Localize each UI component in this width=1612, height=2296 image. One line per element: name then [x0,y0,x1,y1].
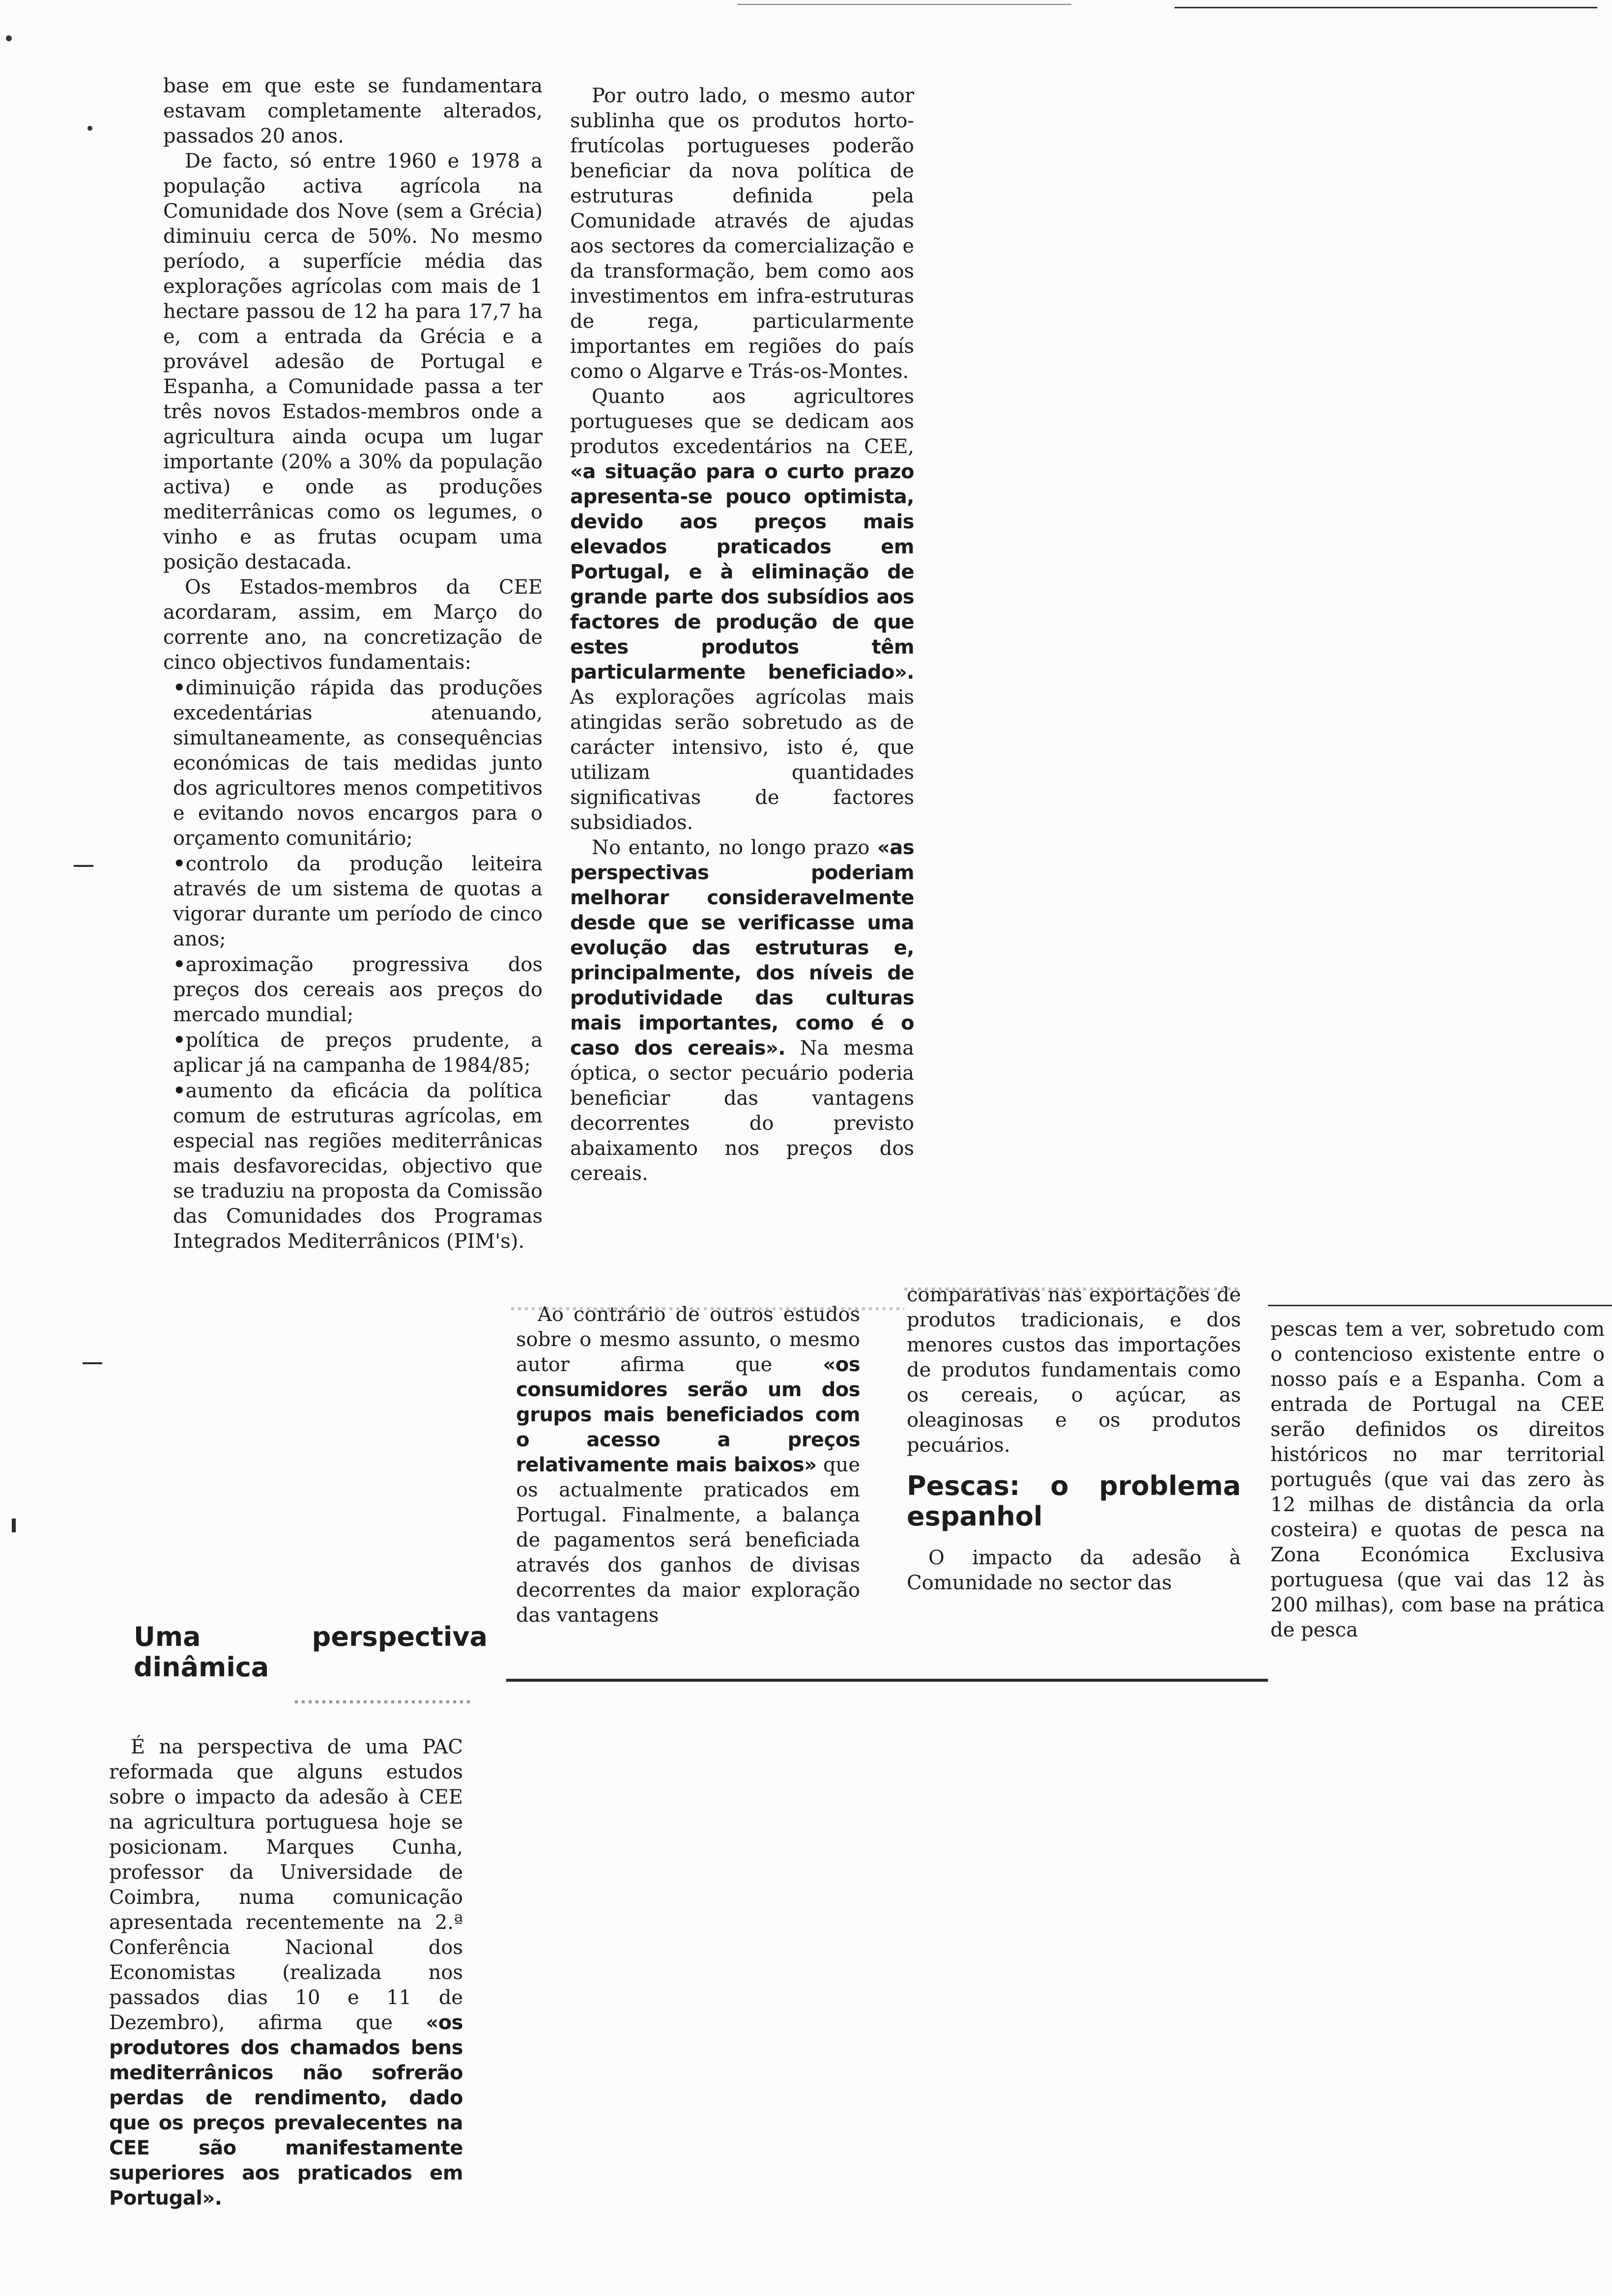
paragraph: De facto, só entre 1960 e 1978 a população activa agrícola na Comunidade dos Nove (sem a Grécia) diminuiu cerca de 50%. No mesmo período, a superfície média das explorações agrícolas com mais de 1 hectare passou de 12 ha para 17,7 ha e, com a entrada da Grécia e a provável adesão de Portugal e Espanha, a Comunidade passa a ter três novos Estados-membros onde a agricultura ainda ocupa um lugar importante (20% a 30% da população activa) e onde as produções mediterrânicas como os legumes, o vinho e as frutas ocupam uma posição destacada. [163,150,543,574]
objective-bullet: • aproximação progressiva dos preços dos cereais aos preços do mercado mundial; [163,952,543,1028]
paragraph-text: Na mesma óptica, o sector pecuário poderia beneficiar das vantagens decorrentes do previsto abaixamento nos preços dos cereais. [570,1037,914,1185]
paragraph: comparativas nas exportações de produtos tradicionais, e dos menores custos das importações de produtos fundamentais como os cereais, o açúcar, as oleaginosas e os produtos pecuários. [907,1284,1241,1457]
quote-bold: «a situação para o curto prazo apresenta-se pouco optimista, devido aos preços mais elevados praticados em Portugal, e à eliminação de grande parte dos subsídios aos factores de produção de que estes produtos têm particularmente beneficiado». [570,460,914,684]
scan-noise [511,1307,904,1310]
article-column-2b [516,1302,860,1628]
objective-bullet: • diminuição rápida das produções excedentárias atenuando, simultaneamente, as consequências económicas de tais medidas junto dos agricultores menos competitivos e evitando novos encargos para o orçamento comunitário; [163,675,543,851]
paragraph: base em que este se fundamentara estavam completamente alterados, passados 20 anos. [163,75,543,147]
scan-edge-line-top [1175,7,1597,8]
article-column-1 [163,74,543,1254]
objective-bullet: • política de preços prudente, a aplicar já na campanha de 1984/85; [163,1028,543,1078]
scan-noise [904,1288,1238,1291]
quote-bold: «as perspectivas poderiam melhorar consideravelmente desde que se verificasse uma evolução das estruturas e, principalmente, dos níveis de produtividade das culturas mais importantes, como é o caso dos cereais». [570,836,914,1060]
paragraph-text: Quanto aos agricultores portugueses que se dedicam aos produtos excedentários na CEE, [570,385,914,458]
article-column-4 [1270,1317,1605,1643]
paragraph: Os Estados-membros da CEE acordaram, assim, em Março do corrente ano, na concretização de cinco objectivos fundamentais: [163,576,543,674]
objective-bullet: • controlo da produção leiteira através de um sistema de quotas a vigorar durante um período de cinco anos; [163,851,543,952]
margin-tick [74,865,93,867]
subhead-uma-perspectiva-dinamica: Uma perspectiva dinâmica [134,1621,488,1683]
column-divider-line [506,1679,1268,1682]
paragraph: O impacto da adesão à Comunidade no sector das [907,1547,1241,1594]
paragraph-text: que os actualmente praticados em Portugal. Finalmente, a balança de pagamentos será beneficiada através dos ganhos de divisas decorrentes da maior exploração das vantagens [516,1454,860,1627]
section-subhead-container [134,1622,488,1683]
subhead-pescas-problema-espanhol: Pescas: o problema espanhol [907,1470,1241,1532]
paragraph: pescas tem a ver, sobretudo com o contencioso existente entre o nosso país e a Espanha. Com a entrada de Portugal na CEE serão definidos os direitos históricos no mar territorial português (que vai das zero às 12 milhas de distância da orla costeira) e quotas de pesca na Zona Económica Exclusiva portuguesa (que vai das 12 às 200 milhas), com base na prática de pesca [1270,1318,1605,1641]
quote-bold: «os consumidores serão um dos grupos mais beneficiados com o acesso a preços relativamente mais baixos» [516,1353,861,1476]
scan-edge-line-top-2 [737,4,1071,5]
margin-tick [83,1362,102,1364]
paragraph-text: No entanto, no longo prazo [592,836,870,859]
column-top-rule [1268,1305,1612,1306]
article-column-2 [570,84,914,1186]
paragraph [570,835,914,1186]
scan-speck [6,35,12,41]
paragraph-text: É na perspectiva de uma PAC reformada que alguns estudos sobre o impacto da adesão à CEE na agricultura portuguesa hoje se posicionam. Marques Cunha, professor da Universidade de Coimbra, numa comunicação apresentada recentemente na 2.ª Conferência Nacional dos Economistas (realizada nos passados dias 10 e 11 de Dezembro), afirma que [109,1736,463,2034]
paragraph-text: Ao contrário de outros estudos sobre o mesmo assunto, o mesmo autor afirma que [516,1303,860,1376]
objective-bullet: • aumento da eficácia da política comum de estruturas agrícolas, em especial nas regiões mediterrânicas mais desfavorecidas, objectivo que se traduziu na proposta da Comissão das Comunidades dos Programas Integrados Mediterrânicos (PIM's). [163,1078,543,1254]
paragraph: Por outro lado, o mesmo autor sublinha que os produtos horto-frutícolas portugueses poderão beneficiar da nova política de estruturas definida pela Comunidade através de ajudas aos sectores da comercialização e da transformação, bem como aos investimentos em infra-estruturas de rega, particularmente importantes em regiões do país como o Algarve e Trás-os-Montes. [570,85,914,383]
paragraph [570,384,914,835]
article-column-1b [109,1735,463,2211]
article-column-3 [907,1283,1241,1596]
scan-noise [295,1700,472,1703]
paragraph-text: As explorações agrícolas mais atingidas serão sobretudo as de carácter intensivo, isto é, que utilizam quantidades significativas de factores subsidiados. [570,686,914,834]
margin-tick [12,1519,16,1532]
paragraph [109,1735,463,2211]
scan-speck [87,126,92,131]
paragraph [516,1302,860,1628]
quote-bold: «os produtores dos chamados bens mediterrânicos não sofrerão perdas de rendimento, dado que os preços prevalecentes na CEE são manifestamente superiores aos praticados em Portugal». [109,2011,463,2210]
